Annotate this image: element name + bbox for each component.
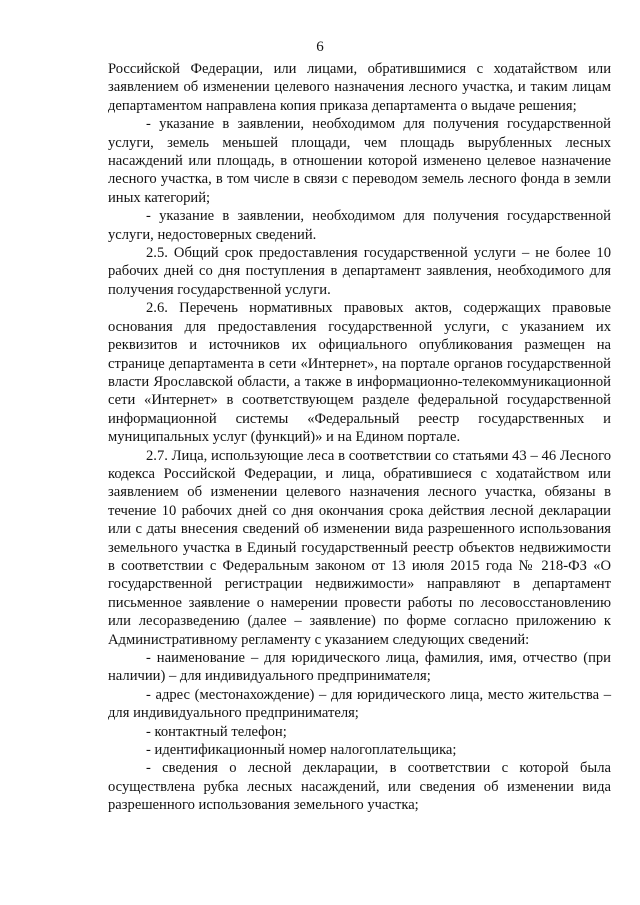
paragraph-list-item: - идентификационный номер налогоплательщика; xyxy=(146,742,457,759)
paragraph-list-item: - указание в заявлении, необходимом для получения государственной услуги, недостоверных сведений. xyxy=(108,208,611,243)
paragraph-list-item: - наименование – для юридического лица, фамилия, имя, отчество (при наличии) – для индивидуального предпринимателя; xyxy=(108,650,611,685)
page-number: 6 xyxy=(316,39,324,55)
paragraph-section-2-5: 2.5. Общий срок предоставления государственной услуги – не более 10 рабочих дней со дня поступления в департамент заявления, необходимого для получения государственной услуги. xyxy=(108,245,611,298)
paragraph-section-2-7: 2.7. Лица, использующие леса в соответствии со статьями 43 – 46 Лесного кодекса Российской Федерации, и лица, обратившиеся с ходатайством или заявлением об изменении целевого назначения лесного участка, обязаны в течение 10 рабочих дней со дня окончания срока действия лесной декларации или с даты внесения сведений об изменении вида разрешенного использования земельного участка в Единый государственный реестр объектов недвижимости в соответствии с Федеральным законом от 13 июля 2015 года № 218-ФЗ «О государственной регистрации недвижимости» направляют в департамент письменное заявление о намерении провести работы по лесовосстановлению или лесоразведению (далее – заявление) по форме согласно приложению к Административному регламенту с указанием следующих сведений: xyxy=(108,447,611,648)
paragraph-continuation: Российской Федерации, или лицами, обратившимися с ходатайством или заявлением об изменении целевого назначения лесного участка, и таким лицам департаментом направлена копия приказа департамента о выдаче решения; xyxy=(108,61,611,114)
document-body xyxy=(108,60,611,815)
paragraph-section-2-6: 2.6. Перечень нормативных правовых актов, содержащих правовые основания для предоставления государственной услуги, с указанием их реквизитов и источников их официального опубликования размещен на странице департамента в сети «Интернет», на портале органов государственной власти Ярославской области, а также в информационно-телекоммуникационной сети «Интернет» в соответствующем разделе федеральной государственной информационной системы «Федеральный реестр государственных и муниципальных услуг (функций)» и на Едином портале. xyxy=(108,300,611,446)
paragraph-list-item: - контактный телефон; xyxy=(146,723,287,740)
paragraph-list-item: - сведения о лесной декларации, в соответствии с которой была осуществлена рубка лесных насаждений, или сведения об изменении вида разрешенного использования земельного участка; xyxy=(108,760,611,814)
paragraph-list-item: - адрес (местонахождение) – для юридического лица, место жительства – для индивидуального предпринимателя; xyxy=(108,686,611,722)
paragraph-list-item: - указание в заявлении, необходимом для получения государственной услуги, земель меньшей площади, чем площадь вырубленных лесных насаждений или площадь, в отношении которой изменено целевое назначение лесного участка, в том числе в связи с переводом земель лесного фонда в земли иных категорий; xyxy=(108,116,611,206)
